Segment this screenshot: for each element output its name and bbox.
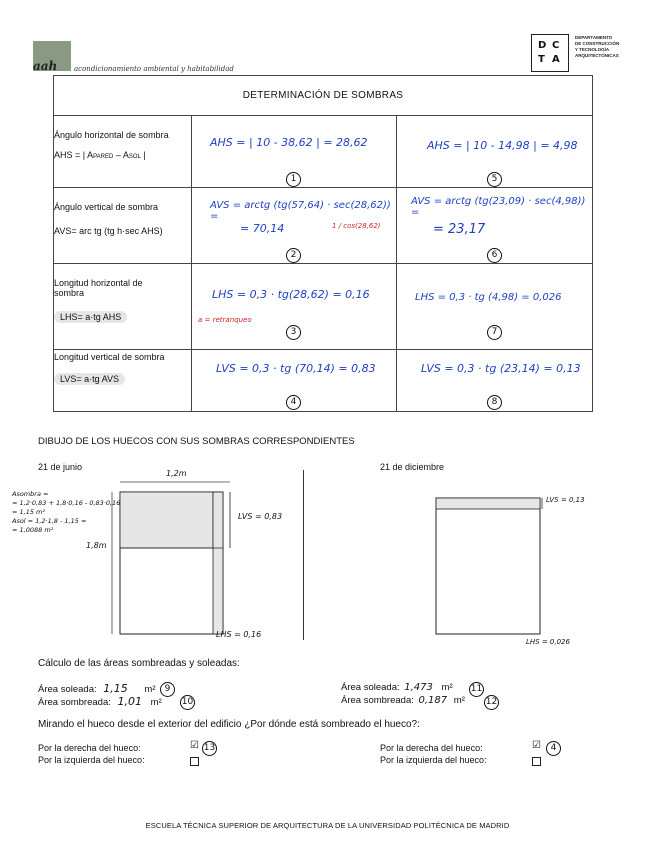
number-circle: 8 <box>487 395 502 410</box>
shadow-table <box>53 75 593 412</box>
shadow-top <box>120 492 213 548</box>
table-row <box>54 264 593 350</box>
right-derecha-label: Por la derecha del hueco: <box>380 743 483 753</box>
shadow-right <box>213 492 223 634</box>
number-circle: 11 <box>469 682 484 697</box>
calc-cell <box>397 116 593 188</box>
handwritten-calc: LVS = 0,3 · tg (23,14) = 0,13 <box>421 362 581 375</box>
number-circle: 6 <box>487 248 502 263</box>
handwritten-calc: = 70,14 <box>240 222 285 235</box>
dcta-t: T <box>538 54 545 65</box>
handwritten-calc: AHS = | 10 - 38,62 | = 28,62 <box>210 136 368 149</box>
note-line: = 1,0088 m² <box>12 526 54 534</box>
handwritten-calc: AVS = arctg (tg(57,64) · sec(28,62)) = <box>210 200 391 222</box>
handwritten-note: a = retranqueo <box>198 316 252 324</box>
formula-part: AHS = | A <box>54 150 94 160</box>
number-circle: 13 <box>202 741 217 756</box>
sombreada-value: 1,01 <box>117 695 143 708</box>
soleada-label: Área soleada: <box>38 684 97 695</box>
right-derecha-checkbox[interactable]: ☑ <box>532 740 541 751</box>
dcta-logo <box>531 34 569 72</box>
number-circle: 7 <box>487 325 502 340</box>
sombreada-label: Área sombreada: <box>341 695 414 706</box>
lvs-label: LVS = 0,83 <box>238 512 283 521</box>
row-label: Longitud horizontal de sombra <box>54 278 143 298</box>
handwritten-calc: LHS = 0,3 · tg(28,62) = 0,16 <box>212 288 370 301</box>
calc-cell <box>192 350 397 412</box>
dcta-caption-line: Y TECNOLOGÍA <box>575 47 610 52</box>
dcta-caption <box>575 35 619 59</box>
soleada-value: 1,15 <box>103 682 128 695</box>
areas-title: Cálculo de las áreas sombreadas y soleadas: <box>38 658 240 669</box>
number-circle: 1 <box>286 172 301 187</box>
calc-cell <box>397 264 593 350</box>
right-lvs-label: LVS = 0,13 <box>546 496 585 504</box>
table-title <box>54 76 593 116</box>
dcta-a: A <box>552 54 560 65</box>
window-frame <box>436 498 540 634</box>
row-formula <box>54 374 125 384</box>
right-date: 21 de diciembre <box>380 462 445 472</box>
dcta-c: C <box>552 40 560 51</box>
formula-pill: LHS= a·tg AHS <box>54 311 127 323</box>
number-circle: 9 <box>160 682 175 697</box>
formula-sub: SOL <box>128 154 141 160</box>
aah-logo-text: aah <box>33 59 58 73</box>
table-row <box>54 350 593 412</box>
right-soleada-row <box>341 682 453 693</box>
footer-text: ESCUELA TÉCNICA SUPERIOR DE ARQUITECTURA DE LA UNIVERSIDAD POLITÉCNICA DE MADRID <box>145 821 510 830</box>
question-text: Mirando el hueco desde el exterior del edificio ¿Por dónde está sombreado el hueco?: <box>38 719 420 730</box>
table-row <box>54 188 593 264</box>
right-izquierda-label: Por la izquierda del hueco: <box>380 755 487 765</box>
number-circle: 2 <box>286 248 301 263</box>
lhs-label: LHS = 0,16 <box>216 630 262 639</box>
dcta-d: D <box>538 40 547 51</box>
table-row <box>54 116 593 188</box>
table-title-text: DETERMINACIÓN DE SOMBRAS <box>242 90 404 101</box>
right-sombreada-row <box>341 695 465 706</box>
left-derecha-label: Por la derecha del hueco: <box>38 743 141 753</box>
shadow-area-note <box>12 490 120 535</box>
number-circle: 5 <box>487 172 502 187</box>
note-line: Asol = 1,2·1,8 - 1,15 = <box>12 517 87 525</box>
row-label: Ángulo vertical de sombra <box>54 202 159 212</box>
left-sombreada-row <box>38 695 162 708</box>
december-window-sketch <box>430 490 550 640</box>
aah-subtitle: acondicionamiento ambiental y habitabilidad <box>74 65 234 73</box>
calc-cell <box>192 188 397 264</box>
calc-cell <box>397 188 593 264</box>
shadow-top <box>436 498 540 509</box>
handwritten-calc: LHS = 0,3 · tg (4,98) = 0,026 <box>415 292 562 303</box>
sombreada-value: 0,187 <box>418 695 448 706</box>
row-label-cell <box>54 188 192 264</box>
row-label-cell <box>54 264 192 350</box>
soleada-value: 1,473 <box>404 682 433 693</box>
row-label: Longitud vertical de sombra <box>54 352 165 362</box>
soleada-unit: m² <box>441 682 453 693</box>
row-formula <box>54 312 127 322</box>
sombreada-unit: m² <box>453 695 465 706</box>
row-formula <box>54 150 146 160</box>
dcta-caption-line: DEPARTAMENTO <box>575 35 613 40</box>
left-izquierda-checkbox[interactable] <box>190 757 199 766</box>
soleada-label: Área soleada: <box>341 682 400 693</box>
drawing-title: DIBUJO DE LOS HUECOS CON SUS SOMBRAS CORRESPONDIENTES <box>38 436 355 447</box>
calc-cell <box>397 350 593 412</box>
number-circle: 10 <box>180 695 195 710</box>
right-lhs-label: LHS = 0,026 <box>526 638 570 646</box>
formula-part: | <box>140 150 146 160</box>
sombreada-label: Área sombreada: <box>38 697 111 708</box>
note-line: Asombra = <box>12 490 49 498</box>
calc-cell <box>192 264 397 350</box>
note-line: = 1,15 m² <box>12 508 45 516</box>
row-formula: AVS= arc tg (tg h·sec AHS) <box>54 226 163 236</box>
handwritten-calc: AVS = arctg (tg(23,09) · sec(4,98)) = <box>411 196 586 218</box>
handwritten-calc: LVS = 0,3 · tg (70,14) = 0,83 <box>216 362 376 375</box>
handwritten-calc: = 23,17 <box>433 222 486 237</box>
height-label: 1,8m <box>86 541 107 550</box>
formula-sub: PARED <box>93 154 114 160</box>
handwritten-note: 1 / cos(28,62) <box>332 222 381 230</box>
number-circle: 4 <box>546 741 561 756</box>
row-label: Ángulo horizontal de sombra <box>54 130 169 140</box>
left-derecha-checkbox[interactable]: ☑ <box>190 740 199 751</box>
calc-cell <box>192 116 397 188</box>
sombreada-unit: m² <box>150 697 162 708</box>
formula-part: – A <box>113 150 129 160</box>
row-label-cell <box>54 116 192 188</box>
left-date: 21 de junio <box>38 462 83 472</box>
note-line: = 1,2·0,83 + 1,8·0,16 - 0,83·0,16 <box>12 499 121 507</box>
dcta-caption-line: ARQUITECTÓNICAS <box>575 53 619 58</box>
number-circle: 12 <box>484 695 499 710</box>
width-label: 1,2m <box>166 469 187 478</box>
row-label-cell <box>54 350 192 412</box>
column-divider <box>303 470 304 640</box>
right-izquierda-checkbox[interactable] <box>532 757 541 766</box>
soleada-unit: m² <box>144 684 156 695</box>
number-circle: 4 <box>286 395 301 410</box>
handwritten-calc: AHS = | 10 - 14,98 | = 4,98 <box>427 139 578 152</box>
dcta-caption-line: DE CONSTRUCCIÓN <box>575 41 620 46</box>
number-circle: 3 <box>286 325 301 340</box>
left-izquierda-label: Por la izquierda del hueco: <box>38 755 145 765</box>
left-soleada-row <box>38 682 155 695</box>
formula-pill: LVS= a·tg AVS <box>54 373 125 385</box>
